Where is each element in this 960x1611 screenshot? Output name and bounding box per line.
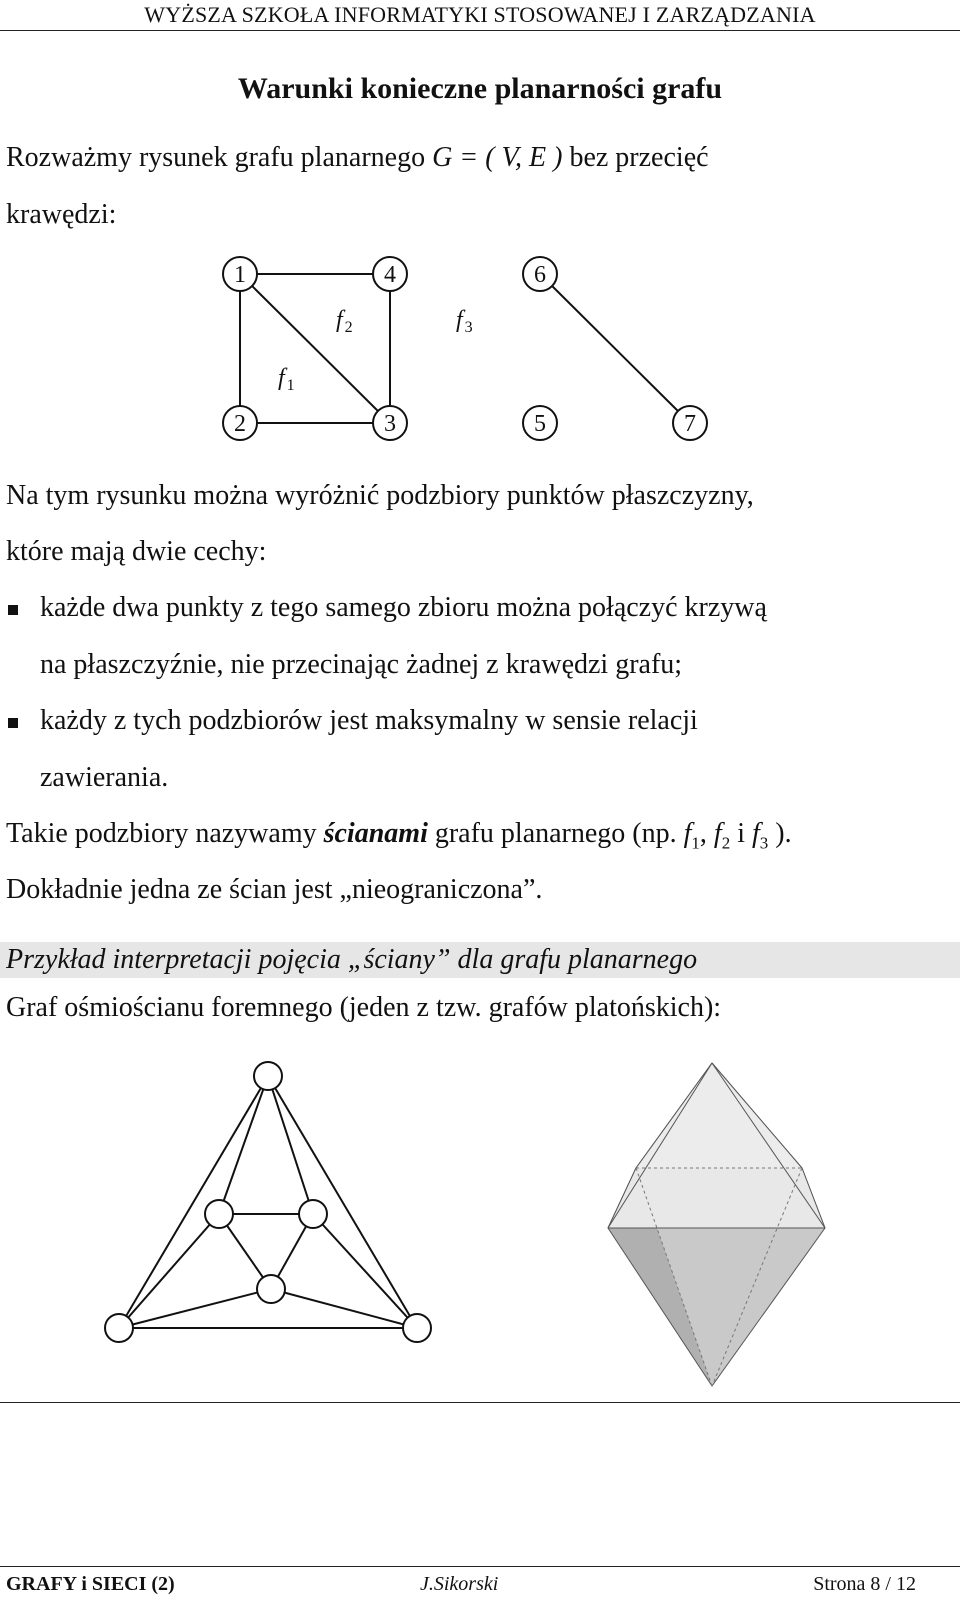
- footer-top-rule: [0, 1402, 960, 1403]
- intro-line-1: [6, 142, 709, 174]
- faces-def-comma: ,: [699, 818, 714, 849]
- faces-def-mid: grafu planarnego (np.: [427, 818, 684, 849]
- face-symbol: f: [683, 818, 692, 849]
- bullet-1-line-2: na płaszczyźnie, nie przecinając żadnej z krawędzi grafu;: [40, 649, 683, 680]
- vertex-label-1: 1: [234, 262, 246, 288]
- oct-vertex: [105, 1314, 133, 1342]
- face-symbol: f: [751, 818, 760, 849]
- face-label-f1: f $_1$: [278, 365, 295, 394]
- graph-notation: G = ( V, E ): [432, 142, 563, 173]
- example-heading: Przykład interpretacji pojęcia „ściany” dla grafu planarnego: [6, 944, 698, 975]
- octahedron-solid-illustration: [600, 1060, 845, 1390]
- edge-6-7: [540, 274, 690, 423]
- oct-edge: [119, 1076, 268, 1328]
- oct-edge: [313, 1214, 417, 1328]
- face-label-f3: f $_3$: [456, 307, 473, 336]
- para-line-1: Na tym rysunku można wyróżnić podzbiory punktów płaszczyzny,: [6, 480, 754, 511]
- face-symbol: f: [713, 818, 722, 849]
- vertex-label-4: 4: [384, 262, 396, 288]
- vertex-label-7: 7: [684, 411, 696, 437]
- faces-def-pre: Takie podzbiory nazywamy: [6, 818, 324, 849]
- oct-edge: [268, 1076, 417, 1328]
- oct-edge: [271, 1289, 417, 1328]
- footer-rule: [0, 1566, 960, 1567]
- oct-vertex: [254, 1062, 282, 1090]
- planar-graph-figure: [200, 245, 740, 455]
- face-label-f2: f $_2$: [336, 307, 353, 336]
- example-text: Graf ośmiościanu foremnego (jeden z tzw. grafów platońskich):: [6, 992, 722, 1023]
- face-sub-1: 1: [691, 833, 700, 853]
- faces-def-and: i: [730, 818, 752, 849]
- para-line-2: które mają dwie cechy:: [6, 536, 267, 567]
- footer-author: J.Sikorski: [420, 1573, 499, 1595]
- intro-line-2: krawędzi:: [6, 199, 117, 230]
- oct-edge: [119, 1214, 219, 1328]
- bullet-marker: [8, 718, 18, 728]
- faces-def-post: ).: [768, 818, 792, 849]
- unbounded-face-line: Dokładnie jedna ze ścian jest „nieograniczona”.: [6, 874, 543, 905]
- intro-text-post: bez przecięć: [562, 142, 709, 173]
- header-institution: WYŻSZA SZKOŁA INFORMATYKI STOSOWANEJ I ZARZĄDZANIA: [144, 2, 816, 27]
- footer-course: GRAFY i SIECI (2): [6, 1573, 175, 1595]
- vertex-label-5: 5: [534, 411, 546, 437]
- oct-edge: [119, 1289, 271, 1328]
- bullet-marker: [8, 605, 18, 615]
- faces-term: ścianami: [323, 818, 428, 849]
- page-title: Warunki konieczne planarności grafu: [237, 72, 723, 105]
- edge-1-3: [240, 274, 390, 423]
- oct-vertex: [257, 1275, 285, 1303]
- footer-page-number: Strona 8 / 12: [813, 1573, 916, 1595]
- oct-edge: [268, 1076, 313, 1214]
- octahedron-graph-figure: [95, 1060, 435, 1360]
- oct-vertex: [403, 1314, 431, 1342]
- vertex-label-2: 2: [234, 411, 246, 437]
- faces-definition: [6, 818, 792, 854]
- intro-text-pre: Rozważmy rysunek grafu planarnego: [6, 142, 433, 173]
- face-sub-3: 3: [759, 833, 769, 853]
- vertex-label-3: 3: [384, 411, 396, 437]
- header-rule: [0, 30, 960, 31]
- oct-vertex: [299, 1200, 327, 1228]
- bullet-2-line-1: każdy z tych podzbiorów jest maksymalny w sensie relacji: [40, 705, 698, 736]
- bullet-2-line-2: zawierania.: [40, 762, 169, 793]
- vertex-label-6: 6: [534, 262, 546, 288]
- oct-vertex: [205, 1200, 233, 1228]
- bullet-1-line-1: każde dwa punkty z tego samego zbioru można połączyć krzywą: [40, 592, 767, 623]
- face-sub-2: 2: [721, 833, 731, 853]
